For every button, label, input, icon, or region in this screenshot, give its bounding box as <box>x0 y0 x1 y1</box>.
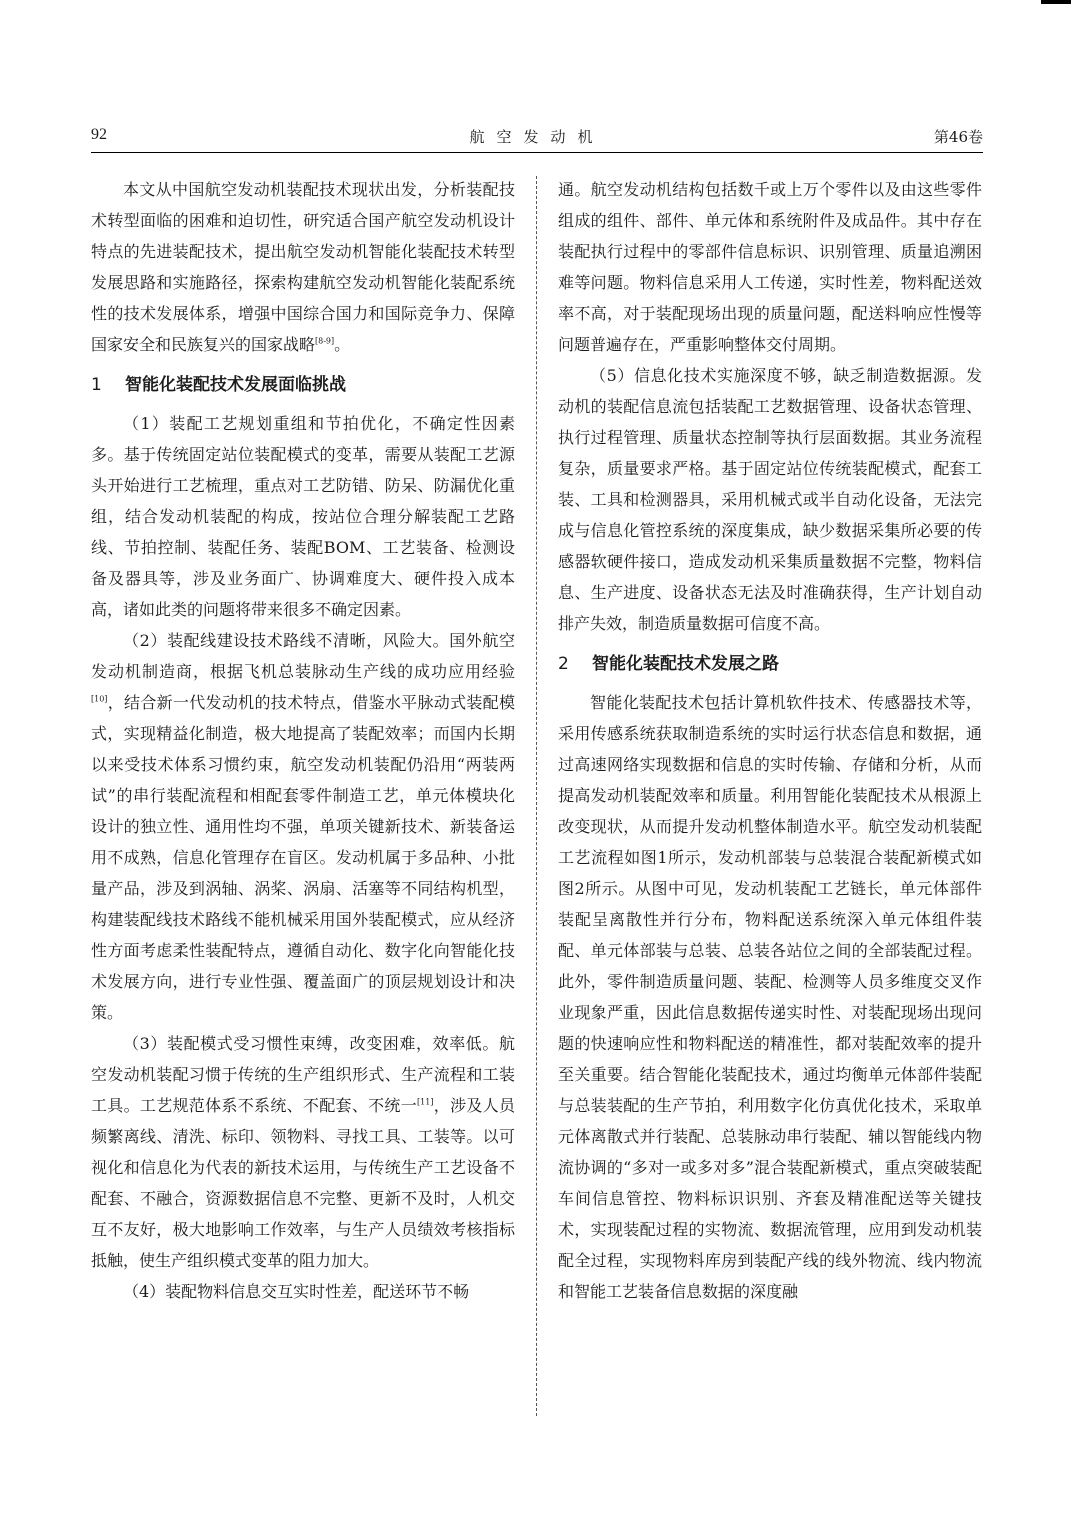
header-rule <box>91 152 983 153</box>
challenge-item-2-text-b: ，结合新一代发动机的技术特点，借鉴水平脉动式装配模式，实现精益化制造，极大地提高了装配效率；而国内长期以来受技术体系习惯约束，航空发动机装配仍沿用“两装两试”的串行装配流程和相配套零件制造工艺，单元体模块化设计的独立性、通用性均不强，单项关键新技术、新装备运用不成熟，信息化管理存在盲区。发动机属于多品种、小批量产品，涉及到涡轴、涡桨、涡扇、活塞等不同结构机型，构建装配线技术路线不能机械采用国外装配模式，应从经济性方面考虑柔性装配特点，遵循自动化、数字化向智能化技术发展方向，进行专业性强、覆盖面广的顶层规划设计和决策。 <box>91 693 515 1022</box>
running-header <box>91 122 983 152</box>
section-1-title: 智能化装配技术发展面临挑战 <box>125 375 346 395</box>
challenge-item-1: （1）装配工艺规划重组和节拍优化，不确定性因素多。基于传统固定站位装配模式的变革，需要从装配工艺源头开始进行工艺梳理，重点对工艺防错、防呆、防漏优化重组，结合发动机装配的构成，按站位合理分解装配工艺路线、节拍控制、装配任务、装配BOM、工艺装备、检测设备及器具等，涉及业务面广、协调难度大、硬件投入成本高，诸如此类的问题将带来很多不确定因素。 <box>91 414 515 619</box>
column-divider <box>536 176 537 1416</box>
challenge-item-3-text-a: （3）装配模式受习惯性束缚，改变困难，效率低。航空发动机装配习惯于传统的生产组织形式、生产流程和工装工具。工艺规范体系不系统、不配套、不统一 <box>91 1034 515 1115</box>
challenge-item-5: （5）信息化技术实施深度不够，缺乏制造数据源。发动机的装配信息流包括装配工艺数据管理、设备状态管理、执行过程管理、质量状态控制等执行层面数据。其业务流程复杂，质量要求严格。基于固定站位传统装配模式，配套工装、工具和检测器具，采用机械式或半自动化设备，无法完成与信息化管控系统的深度集成，缺少数据采集所必要的传感器软硬件接口，造成发动机采集质量数据不完整，物料信息、生产进度、设备状态无法及时准确获得，生产计划自动排产失效，制造质量数据可信度不高。 <box>558 366 982 633</box>
challenge-item-3-text-b: ，涉及人员频繁离线、清洗、标印、领物料、寻找工具、工装等。以可视化和信息化为代表的新技术运用，与传统生产工艺设备不配套、不融合，资源数据信息不完整、更新不及时，人机交互不友好，极大地影响工作效率，与生产人员绩效考核指标抵触，使生产组织模式变革的阻力加大。 <box>91 1096 515 1270</box>
section-2-title: 智能化装配技术发展之路 <box>592 654 779 674</box>
right-column <box>558 174 982 1307</box>
challenge-item-4-start: （4）装配物料信息交互实时性差，配送环节不畅 <box>123 1282 470 1301</box>
challenge-item-2 <box>91 625 515 1028</box>
challenge-item-3 <box>91 1028 515 1276</box>
left-column <box>91 174 515 1307</box>
section-1-heading <box>91 368 515 402</box>
volume-label: 第46卷 <box>933 128 983 146</box>
citation-8-9: [8-9] <box>315 336 335 346</box>
section-2-heading <box>558 647 982 681</box>
citation-11: [11] <box>417 1097 434 1107</box>
section-2-number: 2 <box>558 654 569 674</box>
intro-paragraph <box>91 174 515 360</box>
section-2-paragraph: 智能化装配技术包括计算机软件技术、传感器技术等，采用传感系统获取制造系统的实时运行状态信息和数据，通过高速网络实现数据和信息的实时传输、存储和分析，从而提高发动机装配效率和质量。利用智能化装配技术从根源上改变现状，从而提升发动机整体制造水平。航空发动机装配工艺流程如图1所示，发动机部装与总装混合装配新模式如图2所示。从图中可见，发动机装配工艺链长，单元体部件装配呈离散性并行分布，物料配送系统深入单元体组件装配、单元体部装与总装、总装各站位之间的全部装配过程。此外，零件制造质量问题、装配、检测等人员多维度交叉作业现象严重，因此信息数据传递实时性、对装配现场出现问题的快速响应性和物料配送的精准性，都对装配效率的提升至关重要。结合智能化装配技术，通过均衡单元体部件装配与总装装配的生产节拍，利用数字化仿真优化技术，采取单元体离散式并行装配、总装脉动串行装配、辅以智能线内物流协调的“多对一或多对多”混合装配新模式，重点突破装配车间信息管控、物料标识识别、齐套及精准配送等关键技术，实现装配过程的实物流、数据流管理，应用到发动机装配全过程，实现物料库房到装配产线的线外物流、线内物流和智能工艺装备信息数据的深度融 <box>558 693 982 1301</box>
page-number: 92 <box>91 126 107 143</box>
challenge-item-4-continued: 通。航空发动机结构包括数千或上万个零件以及由这些零件组成的组件、部件、单元体和系统附件及成品件。其中存在装配执行过程中的零部件信息标识、识别管理、质量追溯困难等问题。物料信息采用人工传递，实时性差，物料配送效率不高，对于装配现场出现的质量问题，配送料响应性慢等问题普遍存在，严重影响整体交付周期。 <box>558 180 982 354</box>
citation-10: [10] <box>91 694 108 704</box>
intro-tail: 。 <box>334 335 351 354</box>
challenge-item-2-text-a: （2）装配线建设技术路线不清晰，风险大。国外航空发动机制造商，根据飞机总装脉动生产线的成功应用经验 <box>91 631 515 681</box>
journal-title: 航空发动机 <box>469 128 605 146</box>
intro-text: 本文从中国航空发动机装配技术现状出发，分析装配技术转型面临的困难和迫切性，研究适合国产航空发动机设计特点的先进装配技术，提出航空发动机智能化装配技术转型发展思路和实施路径，探索构建航空发动机智能化装配系统性的技术发展体系，增强中国综合国力和国际竞争力、保障国家安全和民族复兴的国家战略 <box>91 180 515 354</box>
corner-crop-mark <box>1041 0 1071 4</box>
section-1-number: 1 <box>91 375 102 395</box>
